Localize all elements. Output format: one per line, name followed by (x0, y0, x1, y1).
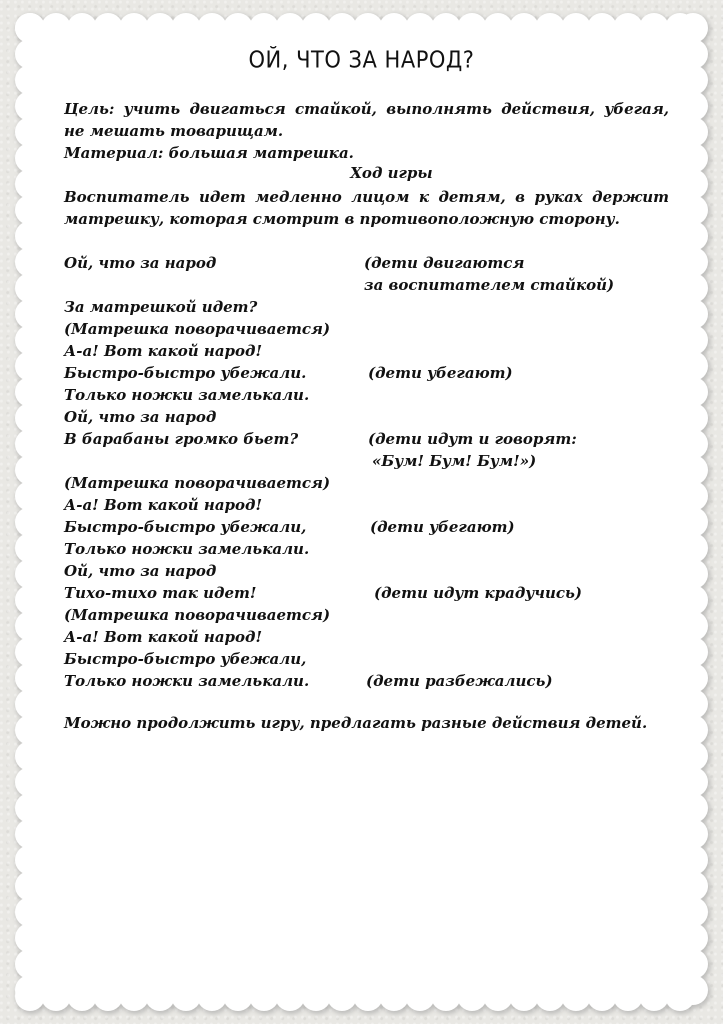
page-title: ОЙ, ЧТО ЗА НАРОД? (248, 47, 475, 73)
verse-line: (Матрешка поворачивается) (64, 474, 331, 492)
stage-direction: (дети двигаются (364, 254, 525, 272)
verse-line: (Матрешка поворачивается) (64, 606, 331, 624)
course-heading: Ход игры (350, 164, 433, 182)
verse-line: Ой, что за народ (64, 254, 217, 272)
verse-line: В барабаны громко бьет? (64, 430, 299, 448)
verse-line: А-а! Вот какой народ! (64, 496, 263, 514)
verse-line: Только ножки замелькали. (64, 540, 310, 558)
verse-line: Быстро-быстро убежали, (64, 650, 307, 668)
verse-line: За матрешкой идет? (64, 298, 258, 316)
stage-direction: (дети убегают) (370, 518, 515, 536)
stage-direction: (дети идут крадучись) (374, 584, 582, 602)
verse-line: (Матрешка поворачивается) (64, 320, 331, 338)
goal-paragraph: Цель: учить двигаться стайкой, выполнять действия, убегая, не мешать товарищам. (64, 100, 669, 140)
verse-line: Быстро-быстро убежали, (64, 518, 307, 536)
stage-direction: (дети разбежались) (366, 672, 553, 690)
verse-line: Ой, что за народ (64, 408, 217, 426)
verse-line: Ой, что за народ (64, 562, 217, 580)
verse-line: Только ножки замелькали. (64, 386, 310, 404)
material-line: Материал: большая матрешка. (64, 144, 354, 162)
verse-line: А-а! Вот какой народ! (64, 342, 263, 360)
verse-line: Тихо-тихо так идет! (64, 584, 257, 602)
verse-line: А-а! Вот какой народ! (64, 628, 263, 646)
intro-paragraph: Воспитатель идет медленно лицом к детям, в руках держит матрешку, которая смотрит в противоположную сторону. (64, 188, 669, 228)
verse-line: Быстро-быстро убежали. (64, 364, 307, 382)
stage-direction: (дети идут и говорят: (368, 430, 577, 448)
stage-direction: (дети убегают) (368, 364, 513, 382)
verse-line: Только ножки замелькали. (64, 672, 310, 690)
stage-direction: «Бум! Бум! Бум!») (372, 452, 537, 470)
stage-direction: за воспитателем стайкой) (364, 276, 615, 294)
closing-line: Можно продолжить игру, предлагать разные действия детей. (64, 714, 648, 732)
